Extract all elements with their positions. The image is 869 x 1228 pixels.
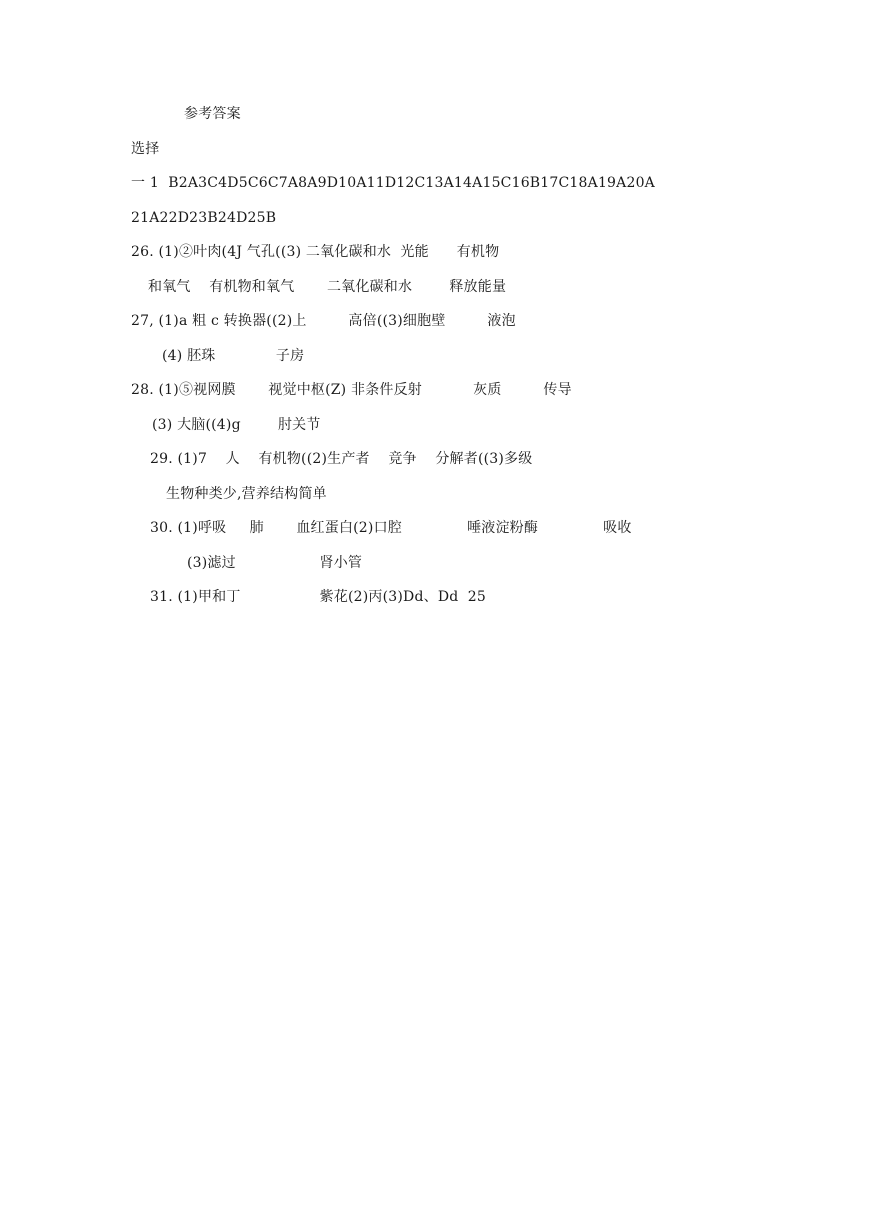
document-title: 参考答案	[184, 106, 241, 122]
answer-line-30b: (3)滤过 肾小管	[187, 555, 363, 571]
answer-line-30a: 30. (1)呼吸 肺 血红蛋白(2)口腔 唾液淀粉酶 吸收	[150, 520, 632, 536]
answer-line-27a: 27, (1)a 粗 c 转换器((2)上 高倍((3)细胞壁 液泡	[131, 313, 516, 329]
answer-line-28a: 28. (1)⑤视网膜 视觉中枢(Z) 非条件反射 灰质 传导	[131, 382, 572, 398]
answer-line-31: 31. (1)甲和丁 紫花(2)丙(3)Dd、Dd 25	[150, 589, 486, 605]
answer-line-29a: 29. (1)7 人 有机物((2)生产者 竞争 分解者((3)多级	[150, 451, 533, 467]
answer-line-26b: 和氧气 有机物和氧气 二氧化碳和水 释放能量	[148, 279, 507, 295]
answer-line-29b: 生物种类少,营养结构简单	[166, 486, 327, 502]
answer-line-28b: (3) 大脑((4)g 肘关节	[152, 417, 321, 433]
answer-line-1: 一 1 B2A3C4D5C6C7A8A9D10A11D12C13A14A15C16B17C18A19A20A	[131, 175, 655, 191]
answer-line-26a: 26. (1)②叶肉(4J 气孔((3) 二氧化碳和水 光能 有机物	[131, 244, 500, 260]
answer-line-27b: (4) 胚珠 子房	[162, 348, 305, 364]
section-label: 选择	[131, 141, 160, 157]
answer-line-2: 21A22D23B24D25B	[131, 210, 277, 226]
